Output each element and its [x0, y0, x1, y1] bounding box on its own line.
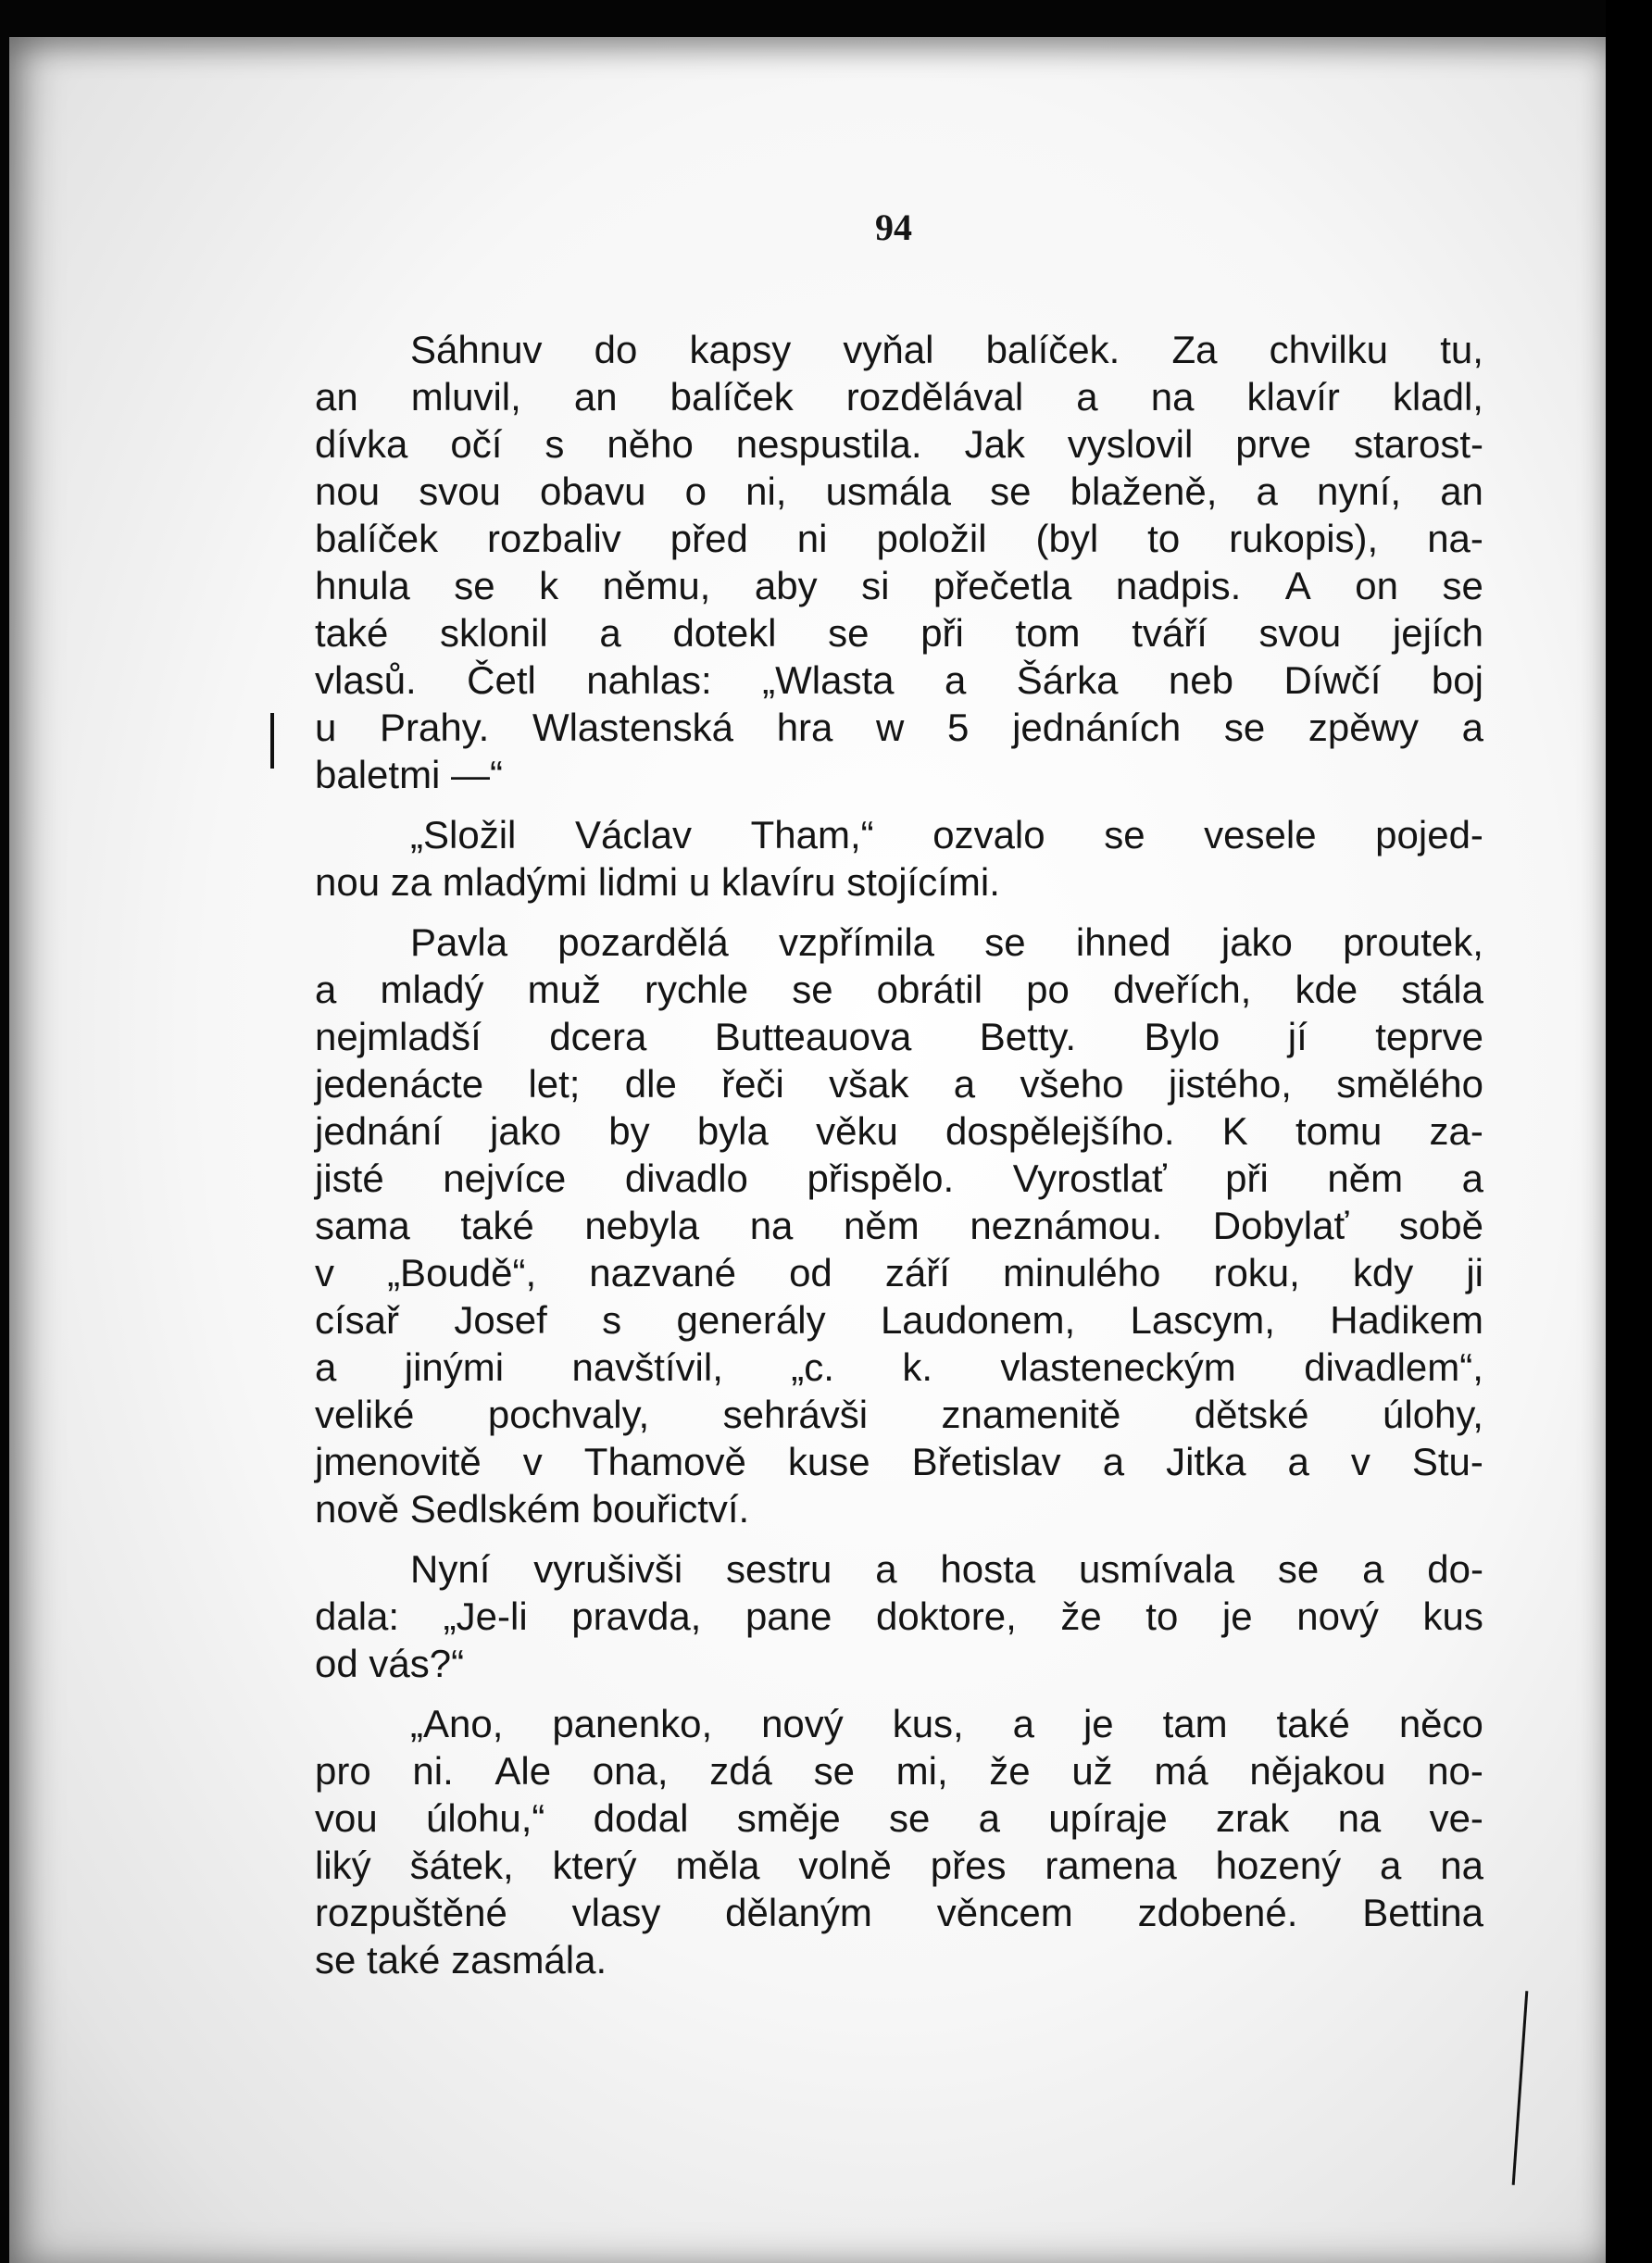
text-line: sama také nebyla na něm neznámou. Dobylať sobě — [315, 1204, 1483, 1247]
text-line: liký šátek, který měla volně přes ramena hozený a na — [315, 1844, 1483, 1887]
text-line: jedenácte let; dle řeči však a všeho jistého, smělého — [315, 1062, 1483, 1106]
text-line: nově Sedlském bouřictví. — [315, 1487, 750, 1531]
paragraph — [315, 811, 1483, 906]
text-line: a mladý muž rychle se obrátil po dveřích, kde stála — [315, 968, 1483, 1011]
text-line: jisté nejvíce divadlo přispělo. Vyrostlať při něm a — [315, 1157, 1483, 1200]
text-line: a jinými navštívil, „c. k. vlasteneckým divadlem“, — [315, 1345, 1483, 1389]
body-text — [315, 326, 1483, 1983]
text-line: hnula se k němu, aby si přečetla nadpis. A on se — [315, 564, 1483, 607]
scan-border — [1606, 0, 1652, 2263]
text-line: Sáhnuv do kapsy vyňal balíček. Za chvilku tu, — [410, 328, 1483, 371]
paragraph — [315, 1700, 1483, 1983]
page-number: 94 — [875, 206, 912, 248]
text-line: císař Josef s generály Laudonem, Lascym, Hadikem — [315, 1298, 1483, 1342]
text-line: baletmi —“ — [315, 753, 504, 796]
paragraph — [315, 919, 1483, 1532]
text-line: nejmladší dcera Butteauova Betty. Bylo jí teprve — [315, 1015, 1483, 1058]
text-line: od vás?“ — [315, 1642, 465, 1685]
text-line: se také zasmála. — [315, 1938, 607, 1982]
text-line: v „Boudě“, nazvané od září minulého roku, kdy ji — [315, 1251, 1483, 1294]
text-line: vlasů. Četl nahlas: „Wlasta a Šárka neb Díwčí boj — [315, 658, 1483, 702]
text-line: také sklonil a dotekl se při tom tváří svou jejích — [315, 611, 1483, 655]
margin-mark — [270, 713, 274, 769]
text-line: dala: „Je-li pravda, pane doktore, že to je nový kus — [315, 1594, 1483, 1638]
text-line: jednání jako by byla věku dospělejšího. K tomu za- — [315, 1109, 1483, 1153]
paragraph — [315, 326, 1483, 798]
text-line: nou za mladými lidmi u klavíru stojícími. — [315, 860, 1000, 904]
text-line: nou svou obavu o ni, usmála se blaženě, a nyní, an — [315, 469, 1483, 513]
text-line: dívka očí s něho nespustila. Jak vyslovil prve starost- — [315, 422, 1483, 466]
text-line: an mluvil, an balíček rozdělával a na klavír kladl, — [315, 375, 1483, 419]
text-line: „Složil Václav Tham,“ ozvalo se vesele pojed- — [410, 813, 1483, 856]
text-line: Nyní vyrušivši sestru a hosta usmívala se a do- — [410, 1547, 1483, 1591]
text-line: balíček rozbaliv před ni položil (byl to rukopis), na- — [315, 517, 1483, 560]
text-line: jmenovitě v Thamově kuse Břetislav a Jitka a v Stu- — [315, 1440, 1483, 1483]
text-line: veliké pochvaly, sehrávši znamenitě dětské úlohy, — [315, 1393, 1483, 1436]
paragraph — [315, 1545, 1483, 1687]
text-line: Pavla pozardělá vzpřímila se ihned jako proutek, — [410, 920, 1483, 964]
text-line: rozpuštěné vlasy dělaným věncem zdobené. Bettina — [315, 1891, 1483, 1934]
text-line: vou úlohu,“ dodal směje se a upíraje zrak na ve- — [315, 1796, 1483, 1840]
text-line: „Ano, panenko, nový kus, a je tam také něco — [410, 1702, 1483, 1745]
text-line: u Prahy. Wlastenská hra w 5 jednáních se zpěwy a — [315, 706, 1483, 749]
text-line: pro ni. Ale ona, zdá se mi, že už má nějakou no- — [315, 1749, 1483, 1793]
